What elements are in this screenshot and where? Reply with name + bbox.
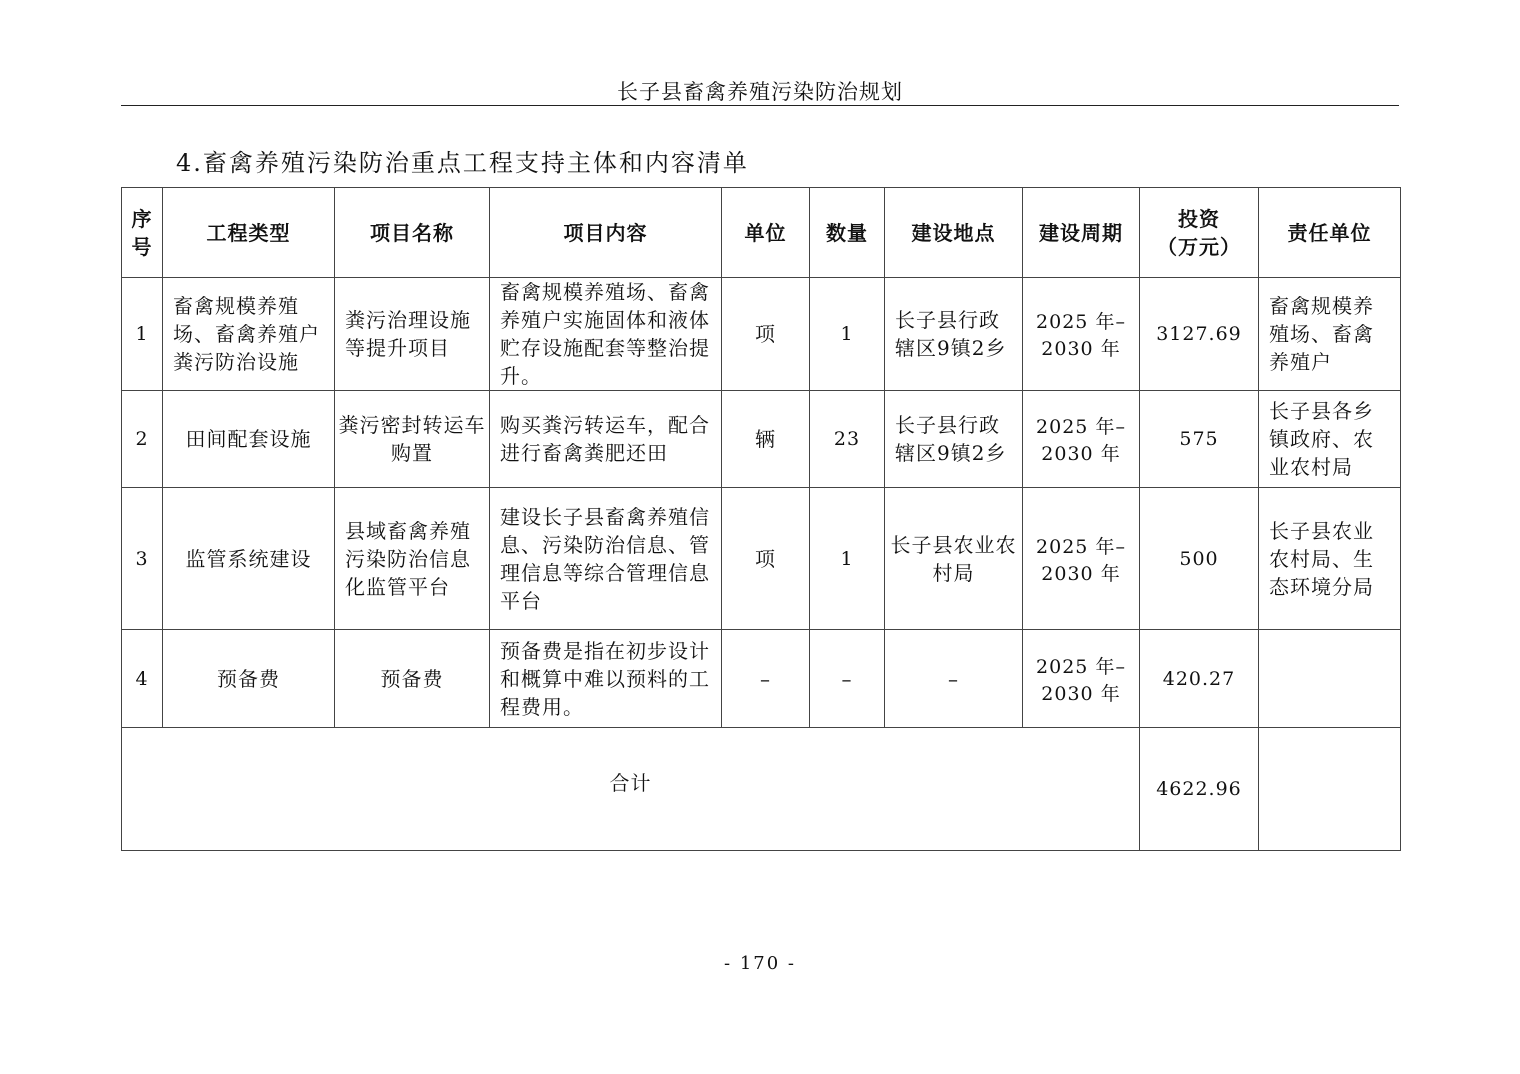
cell-location: 长子县行政辖区9镇2乡 xyxy=(885,391,1023,488)
cell-seq: 3 xyxy=(122,488,163,630)
running-header: 长子县畜禽养殖污染防治规划 xyxy=(617,80,903,104)
total-label: 合计 xyxy=(122,728,1140,851)
header-seq-line1: 序 xyxy=(131,206,153,231)
table-total-row xyxy=(122,728,1401,851)
table-row xyxy=(122,278,1401,391)
cell-period-start: 2025 年– xyxy=(1036,655,1126,678)
cell-period-start: 2025 年– xyxy=(1036,416,1126,438)
section-title: 4.畜禽养殖污染防治重点工程支持主体和内容清单 xyxy=(176,149,749,177)
cell-period xyxy=(1023,391,1140,488)
cell-content: 预备费是指在初步设计和概算中难以预料的工程费用。 xyxy=(490,630,722,728)
cell-content: 畜禽规模养殖场、畜禽养殖户实施固体和液体贮存设施配套等整治提升。 xyxy=(490,278,722,391)
table-header-row xyxy=(122,188,1401,278)
cell-invest: 575 xyxy=(1140,391,1259,488)
header-qty: 数量 xyxy=(810,188,885,278)
cell-period-end: 2030 年 xyxy=(1041,338,1121,360)
header-name: 项目名称 xyxy=(335,188,490,278)
header-location: 建设地点 xyxy=(885,188,1023,278)
header-resp: 责任单位 xyxy=(1259,188,1401,278)
header-seq xyxy=(122,188,163,278)
cell-qty: 1 xyxy=(810,278,885,391)
page-number: - 170 - xyxy=(724,953,796,974)
header-type: 工程类型 xyxy=(163,188,335,278)
total-resp-empty xyxy=(1259,728,1401,851)
header-invest xyxy=(1140,188,1259,278)
cell-name: 预备费 xyxy=(335,630,490,728)
project-table xyxy=(121,187,1401,851)
cell-period xyxy=(1023,278,1140,391)
cell-resp: 长子县农业农村局、生态环境分局 xyxy=(1259,488,1401,630)
table-row xyxy=(122,391,1401,488)
cell-period xyxy=(1023,488,1140,630)
cell-resp: 畜禽规模养殖场、畜禽养殖户 xyxy=(1259,278,1401,391)
cell-qty: – xyxy=(810,630,885,728)
cell-type: 田间配套设施 xyxy=(163,391,335,488)
cell-resp xyxy=(1259,630,1401,728)
header-invest-line2: （万元） xyxy=(1157,234,1241,259)
cell-invest: 3127.69 xyxy=(1140,278,1259,391)
header-rule xyxy=(121,105,1399,106)
cell-seq: 2 xyxy=(122,391,163,488)
cell-period-end: 2030 年 xyxy=(1041,443,1121,465)
cell-period-end: 2030 年 xyxy=(1041,682,1121,705)
cell-name: 县域畜禽养殖污染防治信息化监管平台 xyxy=(335,488,490,630)
cell-period-start: 2025 年– xyxy=(1036,535,1126,558)
cell-unit: 项 xyxy=(722,488,810,630)
header-unit: 单位 xyxy=(722,188,810,278)
cell-period-end: 2030 年 xyxy=(1041,562,1121,585)
cell-unit: 项 xyxy=(722,278,810,391)
cell-qty: 23 xyxy=(810,391,885,488)
table-row xyxy=(122,488,1401,630)
cell-invest: 420.27 xyxy=(1140,630,1259,728)
cell-type: 畜禽规模养殖场、畜禽养殖户粪污防治设施 xyxy=(163,278,335,391)
cell-name: 粪污治理设施等提升项目 xyxy=(335,278,490,391)
cell-qty: 1 xyxy=(810,488,885,630)
cell-type: 监管系统建设 xyxy=(163,488,335,630)
cell-unit: – xyxy=(722,630,810,728)
cell-period xyxy=(1023,630,1140,728)
cell-seq: 4 xyxy=(122,630,163,728)
cell-unit: 辆 xyxy=(722,391,810,488)
cell-seq: 1 xyxy=(122,278,163,391)
header-seq-line2: 号 xyxy=(131,234,153,259)
header-period: 建设周期 xyxy=(1023,188,1140,278)
cell-period-start: 2025 年– xyxy=(1036,311,1126,333)
cell-resp: 长子县各乡镇政府、农业农村局 xyxy=(1259,391,1401,488)
total-invest: 4622.96 xyxy=(1140,728,1259,851)
cell-content: 建设长子县畜禽养殖信息、污染防治信息、管理信息等综合管理信息平台 xyxy=(490,488,722,630)
header-content: 项目内容 xyxy=(490,188,722,278)
header-invest-line1: 投资 xyxy=(1178,206,1220,231)
cell-type: 预备费 xyxy=(163,630,335,728)
cell-content: 购买粪污转运车，配合进行畜禽粪肥还田 xyxy=(490,391,722,488)
cell-location: 长子县农业农村局 xyxy=(885,488,1023,630)
cell-location: – xyxy=(885,630,1023,728)
cell-location: 长子县行政辖区9镇2乡 xyxy=(885,278,1023,391)
table-row xyxy=(122,630,1401,728)
cell-name: 粪污密封转运车购置 xyxy=(335,391,490,488)
cell-invest: 500 xyxy=(1140,488,1259,630)
